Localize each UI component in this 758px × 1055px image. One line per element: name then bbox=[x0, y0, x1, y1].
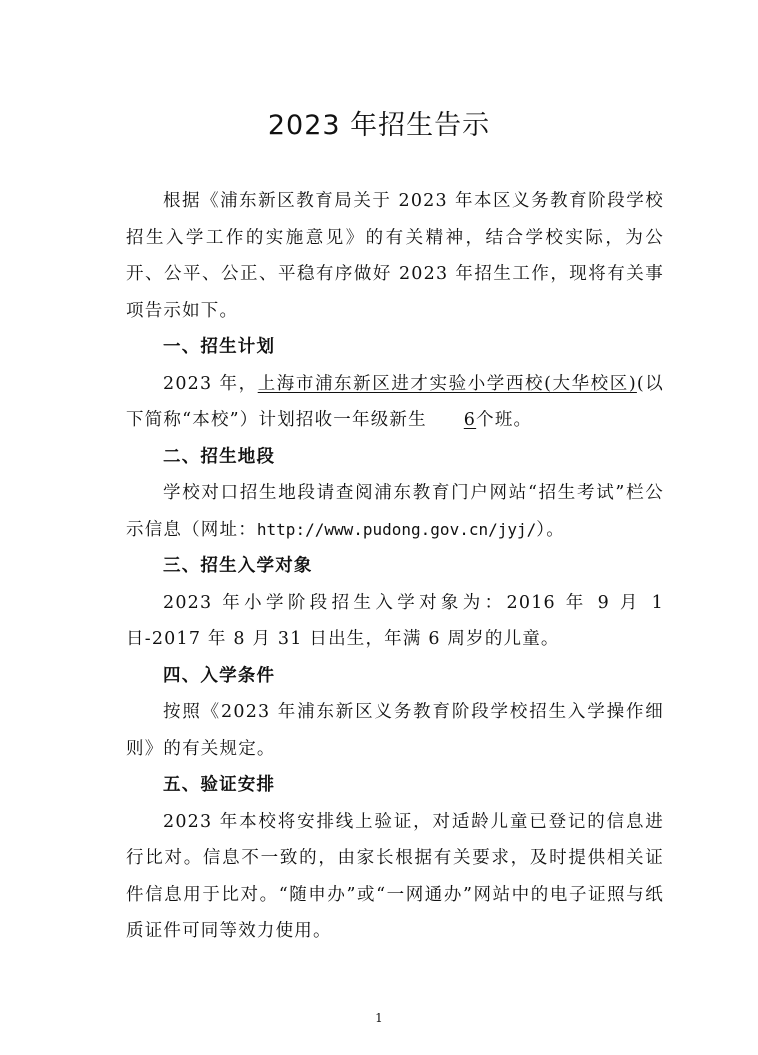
plan-text-a: 2023 年， bbox=[163, 373, 258, 394]
area-text-a: 学校对口招生地段请查阅浦东教育门户网站“招生考试”栏公示信息（网址： bbox=[126, 483, 664, 540]
section-target-heading: 三、招生入学对象 bbox=[163, 556, 313, 576]
section-verify-paragraph: 2023 年本校将安排线上验证，对适龄儿童已登记的信息进行比对。信息不一致的，由家长根据有关要求，及时提供相关证件信息用于比对。“随申办”或“一网通办”网站中的电子证照与纸质证件可同等效力使用。 bbox=[126, 811, 664, 941]
document-body bbox=[126, 183, 664, 950]
class-count: 6 bbox=[463, 410, 477, 430]
area-url: http://www.pudong.gov.cn/jyj/ bbox=[256, 519, 537, 539]
section-conditions-heading: 四、入学条件 bbox=[163, 665, 276, 686]
intro-paragraph: 根据《浦东新区教育局关于 2023 年本区义务教育阶段学校招生入学工作的实施意见》的有关精神，结合学校实际，为公开、公平、公正、平稳有序做好 2023 年招生工作，现将有关事项告示如下。 bbox=[126, 191, 664, 321]
area-text-b: ）。 bbox=[536, 519, 565, 540]
section-area-paragraph bbox=[126, 475, 664, 548]
section-conditions-paragraph: 按照《2023 年浦东新区义务教育阶段学校招生入学操作细则》的有关规定。 bbox=[126, 702, 664, 759]
section-verify-heading: 五、验证安排 bbox=[163, 775, 276, 795]
school-name: 上海市浦东新区进才实验小学西校(大华校区) bbox=[257, 373, 637, 394]
plan-text-c: 个班。 bbox=[476, 410, 533, 430]
section-target-paragraph: 2023 年小学阶段招生入学对象为：2016 年 9 月 1 日-2017 年 8 月 31 日出生，年满 6 周岁的儿童。 bbox=[126, 592, 664, 649]
page-number: 1 bbox=[375, 1011, 383, 1025]
document-title: 2023 年招生告示 bbox=[267, 110, 491, 141]
section-area-heading: 二、招生地段 bbox=[163, 446, 276, 467]
section-plan-heading: 一、招生计划 bbox=[163, 337, 276, 357]
section-plan-paragraph bbox=[126, 366, 664, 439]
plan-text-b: (以下简称“本校”）计划招收一年级新生 bbox=[126, 373, 665, 430]
